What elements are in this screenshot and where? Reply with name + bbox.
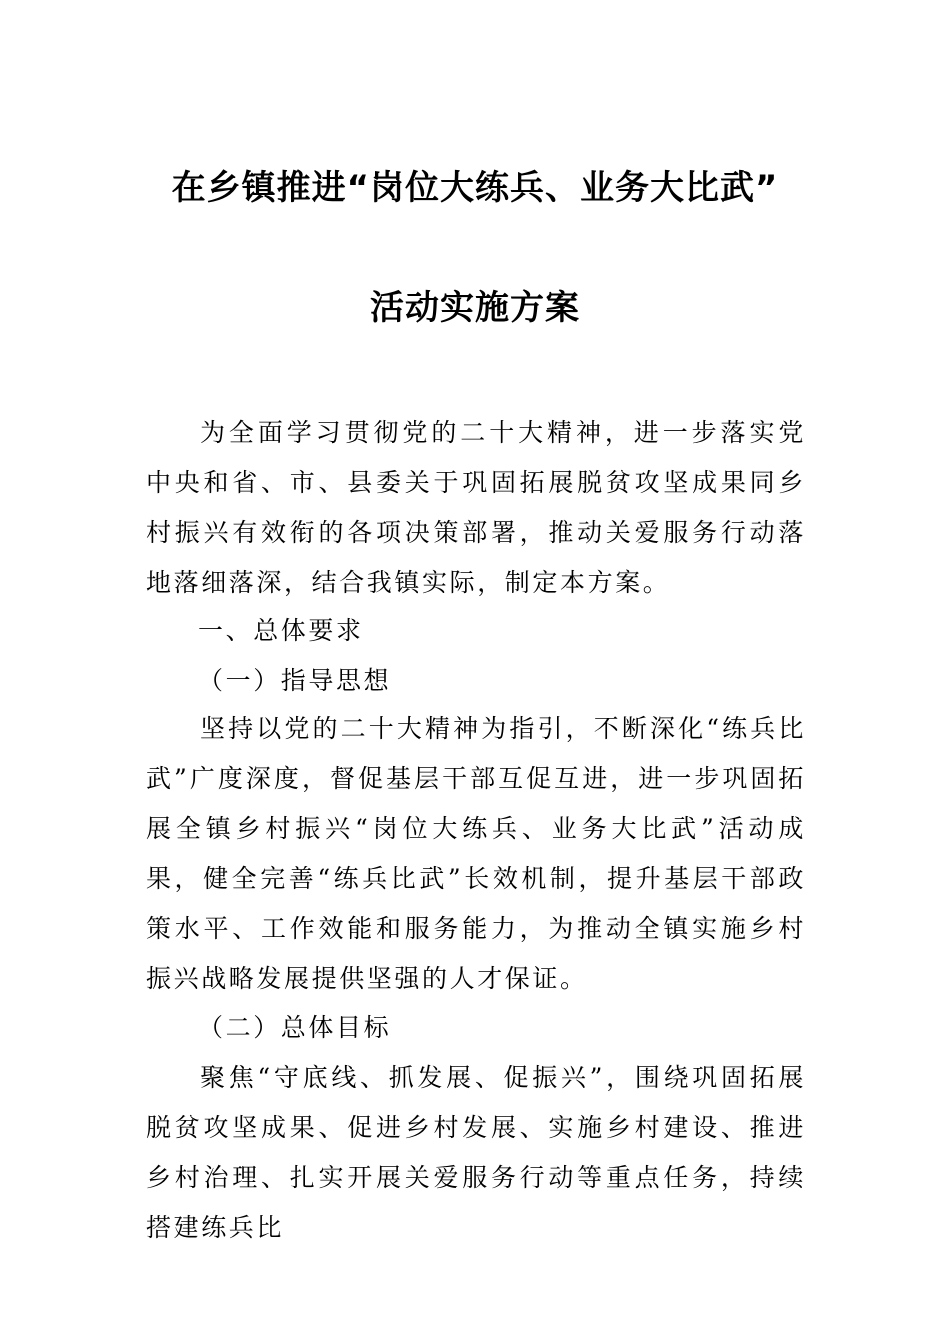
intro-paragraph (146, 408, 806, 608)
subsection-1-paragraph (146, 704, 806, 1004)
document-title-line-2: 活动实施方案 (370, 288, 580, 328)
document-title-line-1: 在乡镇推进“岗位大练兵、业务大比武” (171, 168, 779, 208)
subsection-1-heading: （一）指导思想 (198, 666, 392, 695)
subsection-2-heading: （二）总体目标 (198, 1013, 392, 1042)
subsection-2-paragraph-text: 聚焦“守底线、抓发展、促振兴”，围绕巩固拓展脱贫攻坚成果、促进乡村发展、实施乡村建设、推进乡村治理、扎实开展关爱服务行动等重点任务，持续搭建练兵比 (146, 1063, 806, 1242)
subsection-1-paragraph-text: 坚持以党的二十大精神为指引，不断深化“练兵比武”广度深度，督促基层干部互促互进，进一步巩固拓展全镇乡村振兴“岗位大练兵、业务大比武”活动成果，健全完善“练兵比武”长效机制，提升基层干部政策水平、工作效能和服务能力，为推动全镇实施乡村振兴战略发展提供坚强的人才保证。 (146, 714, 806, 993)
section-1-heading: 一、总体要求 (198, 616, 364, 645)
subsection-2-paragraph (146, 1053, 806, 1253)
intro-paragraph-text: 为全面学习贯彻党的二十大精神，进一步落实党中央和省、市、县委关于巩固拓展脱贫攻坚成果同乡村振兴有效衔的各项决策部署，推动关爱服务行动落地落细落深，结合我镇实际，制定本方案。 (146, 418, 806, 597)
